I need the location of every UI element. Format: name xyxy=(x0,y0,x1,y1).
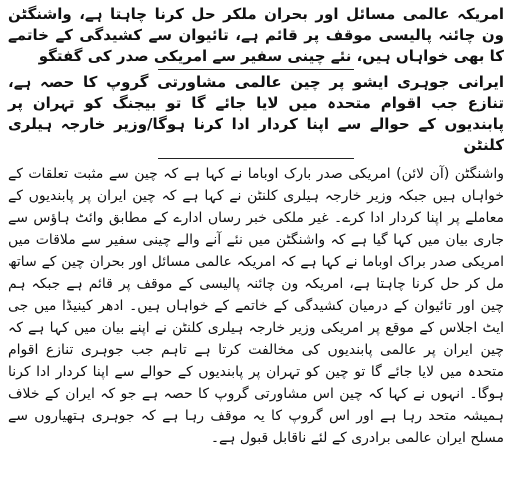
headline-secondary: ایرانی جوہری ایشو پر چین عالمی مشاورتی گروپ کا حصہ ہے، تنازع جب اقوام متحدہ میں لایا جائے گا تو بیجنگ کو تہران پر پابندیوں کے حوالے سے اپنا کردار ادا کرنا ہوگا/وزیر خارجہ ہیلری کلنٹن xyxy=(8,73,504,154)
headline-divider xyxy=(158,69,354,70)
headline-primary: امریکہ عالمی مسائل اور بحران ملکر حل کرنا چاہتا ہے، واشنگٹن ون چائنہ پالیسی موقف پر قائم ہے، تائیوان سے کشیدگی کے خاتمے کا بھی خواہاں ہیں، نئے چینی سفیر سے امریکی صدر کی گفتگو xyxy=(8,5,504,65)
article-body: واشنگٹن (آن لائن) امریکی صدر بارک اوباما نے کہا ہے کہ چین سے مثبت تعلقات کے خواہاں ہیں جبکہ وزیر خارجہ ہیلری کلنٹن نے کہا ہے کہ چین ایران پر پابندیوں کے معاملے پر اپنا کردار ادا کرے۔ غیر ملکی خبر رساں ادارے کے مطابق وائٹ ہاؤس سے جاری بیان میں کہا گیا ہے کہ واشنگٹن میں نئے آنے والے چینی سفیر سے ملاقات میں امریکی صدر براک اوباما نے کہا ہے کہ امریکہ عالمی مسائل اور بحران چین کے ساتھ مل کر حل کرنا چاہتا ہے، امریکہ ون چائنہ پالیسی کے موقف پر قائم ہے جبکہ ہم چین اور تائیوان کے درمیان کشیدگی کے خاتمے کے خواہاں ہیں۔ ادھر کینیڈا میں جی ایٹ اجلاس کے موقع پر امریکی وزیر خارجہ ہیلری کلنٹن نے اپنے بیان میں کہا ہے کہ چین ایران پر عالمی پابندیوں کی مخالفت کرتا ہے تاہم جب جوہری تنازع اقوام متحدہ میں لایا جائے گا تو چین کو تہران پر پابندیوں کے حوالے سے اپنا کردار ادا کرنا ہوگا۔ انہوں نے کہا کہ چین اس مشاورتی گروپ کا حصہ ہے جو کہ ایران کے خلاف ہمیشہ متحد رہا ہے اور اس گروپ کا یہ موقف رہا ہے کہ جوہری ہتھیاروں سے مسلح ایران عالمی برادری کے لئے ناقابل قبول ہے۔ xyxy=(8,166,504,446)
headline-divider-bottom xyxy=(158,158,354,159)
